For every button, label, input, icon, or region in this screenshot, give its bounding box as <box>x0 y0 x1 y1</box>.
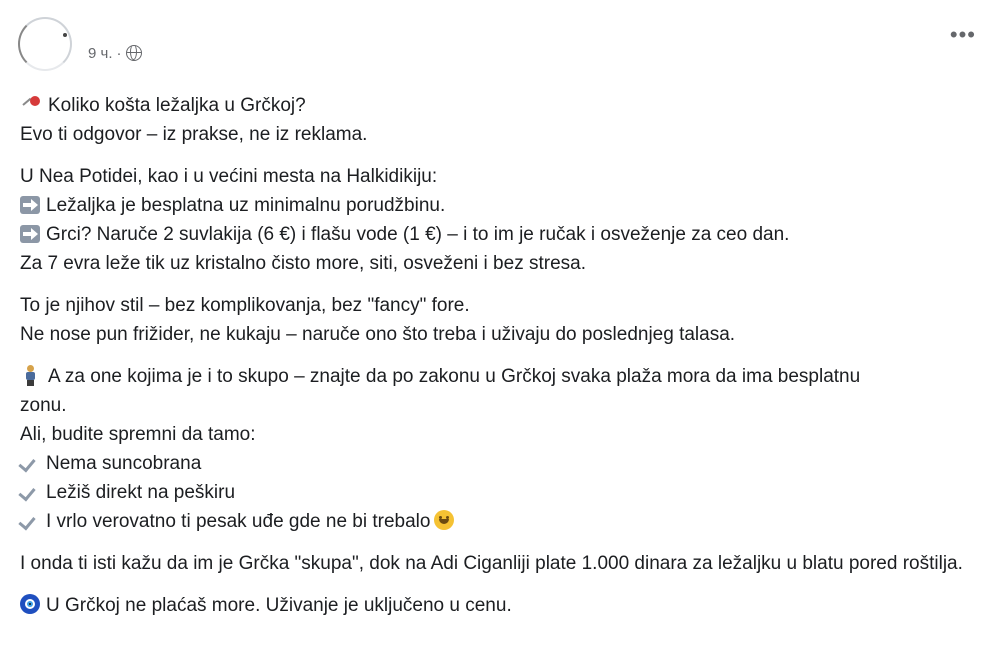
text-line <box>20 591 990 620</box>
line-text: Ne nose pun frižider, ne kukaju – naruče ono što treba i uživaju do poslednjeg talasa. <box>20 324 736 345</box>
line-text: Ali, budite spremni da tamo: <box>20 424 256 445</box>
line-text: A za one kojima je i to skupo – znajte da po zakonu u Grčkoj svaka plaža mora da ima besplatnu zonu. <box>20 366 861 416</box>
text-line <box>20 507 990 536</box>
line-text: I onda ti isti kažu da im je Grčka "skupa", dok na Adi Ciganliji plate 1.000 dinara za ležaljku u blatu pored roštilja. <box>20 553 963 574</box>
text-line <box>20 549 985 578</box>
check-mark-icon <box>20 481 40 501</box>
paragraph-3 <box>20 291 990 349</box>
meta-separator: · <box>116 44 122 62</box>
line-text: Ležiš direkt na peškiru <box>46 482 236 503</box>
text-line <box>20 249 990 278</box>
paragraph-5 <box>20 549 990 578</box>
text-line <box>20 420 990 449</box>
paragraph-1 <box>20 91 990 149</box>
smiling-face-icon <box>434 510 454 530</box>
text-line <box>20 449 990 478</box>
paragraph-2 <box>20 162 990 278</box>
pushpin-icon <box>20 94 42 114</box>
right-arrow-icon <box>20 225 40 243</box>
post-body <box>20 91 990 633</box>
text-line <box>20 362 900 420</box>
text-line <box>20 191 990 220</box>
post-time[interactable]: 9 ч. <box>88 44 113 62</box>
paragraph-4 <box>20 362 990 536</box>
text-line <box>20 120 990 149</box>
text-line <box>20 162 990 191</box>
line-text: Koliko košta ležaljka u Grčkoj? <box>48 95 306 116</box>
line-text: I vrlo verovatno ti pesak uđe gde ne bi trebalo <box>46 511 431 532</box>
post-header <box>18 12 142 76</box>
check-mark-icon <box>20 452 40 472</box>
right-arrow-icon <box>20 196 40 214</box>
post-meta <box>88 45 142 62</box>
avatar[interactable] <box>18 17 72 71</box>
check-mark-icon <box>20 510 40 530</box>
globe-icon[interactable] <box>126 45 142 61</box>
line-text: U Grčkoj ne plaćaš more. Uživanje je uključeno u cenu. <box>46 595 512 616</box>
line-text: U Nea Potidei, kao i u većini mesta na Halkidikiju: <box>20 166 438 187</box>
line-text: Grci? Naruče 2 suvlakija (6 €) i flašu vode (1 €) – i to im je ručak i osveženje za ceo dan. <box>46 224 790 245</box>
text-line <box>20 291 990 320</box>
text-line <box>20 320 990 349</box>
line-text: Ležaljka je besplatna uz minimalnu porudžbinu. <box>46 195 446 216</box>
line-text: Evo ti odgovor – iz prakse, ne iz reklama. <box>20 124 368 145</box>
paragraph-6 <box>20 591 990 620</box>
line-text: Nema suncobrana <box>46 453 202 474</box>
text-line <box>20 91 990 120</box>
person-standing-icon <box>20 365 42 385</box>
text-line <box>20 220 990 249</box>
nazar-eye-icon <box>20 594 40 614</box>
more-options-icon[interactable]: ••• <box>949 22 976 47</box>
text-line <box>20 478 990 507</box>
line-text: Za 7 evra leže tik uz kristalno čisto more, siti, osveženi i bez stresa. <box>20 253 586 274</box>
line-text: To je njihov stil – bez komplikovanja, bez "fancy" fore. <box>20 295 470 316</box>
